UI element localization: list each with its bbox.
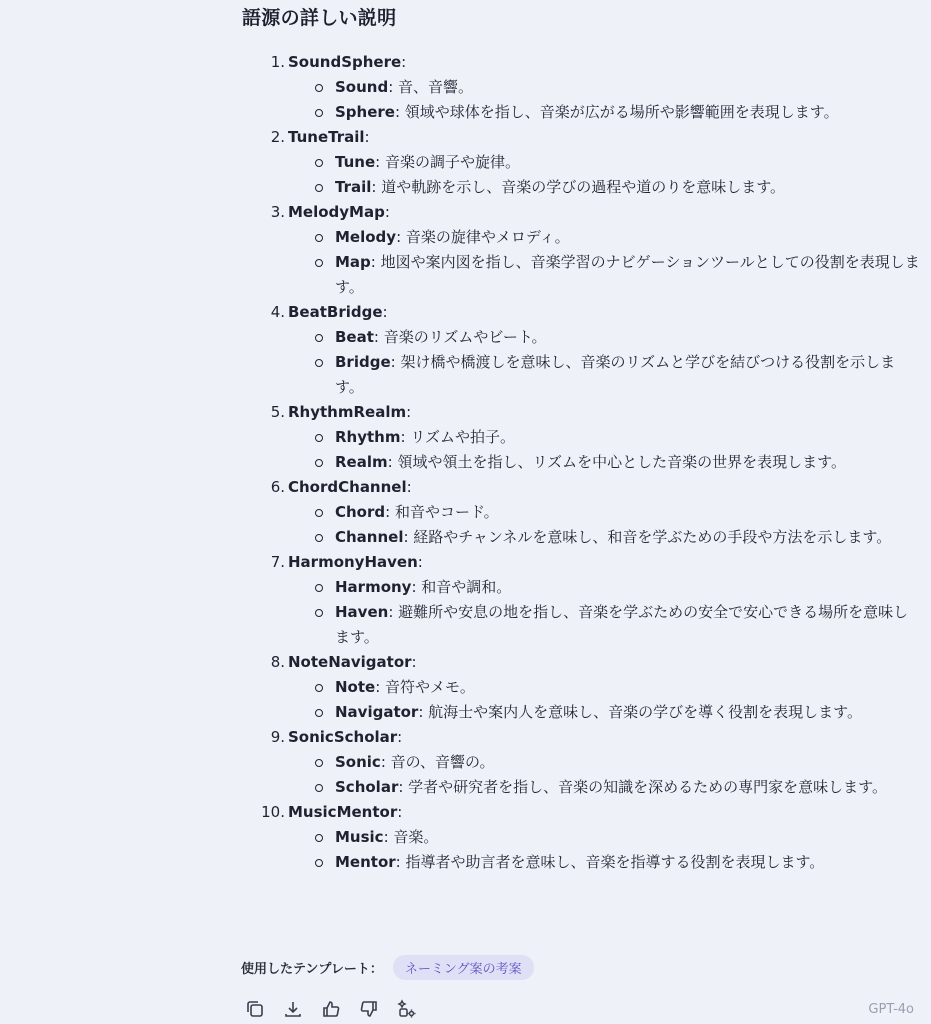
bullet-icon — [315, 534, 323, 542]
term-number: 9. — [270, 728, 285, 746]
bullet-icon — [315, 84, 323, 92]
sub-word: Chord — [335, 503, 386, 521]
sub-text: : 音楽の旋律やメロディ。 — [396, 228, 570, 246]
term-name: ChordChannel — [288, 478, 407, 496]
term-name: SonicScholar — [288, 728, 398, 746]
sub-list — [288, 575, 920, 650]
copy-button[interactable] — [244, 998, 266, 1020]
sub-list-item — [288, 225, 920, 250]
sub-list — [288, 675, 920, 725]
term-colon: : — [411, 653, 417, 671]
sub-text: : 音、音響。 — [388, 78, 474, 96]
term-heading — [270, 475, 920, 500]
download-button[interactable] — [282, 998, 304, 1020]
sub-word: Beat — [335, 328, 374, 346]
sub-list-item — [288, 450, 920, 475]
sub-text: : 避難所や安息の地を指し、音楽を学ぶための安全で安心できる場所を意味します。 — [335, 603, 909, 646]
sub-word: Note — [335, 678, 376, 696]
list-item — [240, 550, 920, 650]
term-heading — [270, 400, 920, 425]
sub-list-item — [288, 150, 920, 175]
list-item — [240, 200, 920, 300]
term-name: MelodyMap — [288, 203, 385, 221]
term-colon: : — [406, 403, 412, 421]
template-chip[interactable]: ネーミング案の考案 — [393, 955, 534, 980]
bullet-icon — [315, 684, 323, 692]
term-number: 8. — [270, 653, 285, 671]
bullet-icon — [315, 184, 323, 192]
bullet-icon — [315, 459, 323, 467]
term-colon: : — [382, 303, 388, 321]
sub-word: Realm — [335, 453, 388, 471]
term-name: NoteNavigator — [288, 653, 412, 671]
bullet-icon — [315, 759, 323, 767]
bullet-icon — [315, 784, 323, 792]
sub-word: Tune — [335, 153, 376, 171]
thumbs-up-button[interactable] — [320, 998, 342, 1020]
term-heading — [270, 50, 920, 75]
sub-text: : 音楽の調子や旋律。 — [375, 153, 520, 171]
sub-text: : 音楽のリズムやビート。 — [373, 328, 547, 346]
bullet-icon — [315, 834, 323, 842]
sub-list-item — [288, 525, 920, 550]
sub-list-item — [288, 350, 920, 400]
sub-word: Haven — [335, 603, 389, 621]
sub-list-item — [288, 850, 920, 875]
action-bar — [244, 998, 418, 1020]
sub-list-item — [288, 500, 920, 525]
sub-text: : 音の、音響の。 — [380, 753, 495, 771]
sub-word: Map — [335, 253, 371, 271]
term-number: 2. — [270, 128, 285, 146]
term-name: RhythmRealm — [288, 403, 407, 421]
sub-list — [288, 325, 920, 400]
sub-text: : 架け橋や橋渡しを意味し、音楽のリズムと学びを結びつける役割を示します。 — [335, 353, 896, 396]
term-number: 10. — [261, 803, 285, 821]
bullet-icon — [315, 584, 323, 592]
term-name: TuneTrail — [288, 128, 365, 146]
sub-text: : 指導者や助言者を意味し、音楽を指導する役割を表現します。 — [395, 853, 825, 871]
sub-word: Channel — [335, 528, 404, 546]
term-colon: : — [401, 53, 407, 71]
sub-list-item — [288, 250, 920, 300]
sub-text: : 道や軌跡を示し、音楽の学びの過程や道のりを意味します。 — [371, 178, 786, 196]
sub-list-item — [288, 675, 920, 700]
sub-text: : 音楽。 — [383, 828, 439, 846]
term-heading — [270, 650, 920, 675]
list-item — [240, 50, 920, 125]
section-title: 語源の詳しい説明 — [242, 7, 397, 29]
list-item — [240, 125, 920, 200]
term-number: 4. — [270, 303, 285, 321]
term-colon: : — [384, 203, 390, 221]
settings-button[interactable] — [396, 998, 418, 1020]
sub-word: Sonic — [335, 753, 381, 771]
bullet-icon — [315, 509, 323, 517]
sub-word: Trail — [335, 178, 372, 196]
bullet-icon — [315, 259, 323, 267]
bullet-icon — [315, 109, 323, 117]
sub-text: : 和音や調和。 — [411, 578, 512, 596]
sub-word: Bridge — [335, 353, 391, 371]
sub-list-item — [288, 825, 920, 850]
sub-word: Sound — [335, 78, 389, 96]
bullet-icon — [315, 609, 323, 617]
sub-word: Music — [335, 828, 384, 846]
template-row — [241, 955, 534, 980]
list-item — [240, 650, 920, 725]
thumbs-up-icon — [321, 999, 341, 1019]
list-item — [240, 400, 920, 475]
term-heading — [270, 200, 920, 225]
sub-list-item — [288, 325, 920, 350]
sub-word: Melody — [335, 228, 397, 246]
term-number: 3. — [270, 203, 285, 221]
term-colon: : — [364, 128, 370, 146]
model-label: GPT-4o — [868, 1002, 914, 1017]
bullet-icon — [315, 159, 323, 167]
sub-list-item — [288, 750, 920, 775]
copy-icon — [245, 999, 265, 1019]
term-name: MusicMentor — [288, 803, 398, 821]
bullet-icon — [315, 709, 323, 717]
sub-list-item — [288, 600, 920, 650]
sub-text: : 領域や球体を指し、音楽が広がる場所や影響範囲を表現します。 — [394, 103, 839, 121]
sub-list — [288, 225, 920, 300]
sub-word: Harmony — [335, 578, 412, 596]
sub-list-item — [288, 425, 920, 450]
sub-list — [288, 825, 920, 875]
bullet-icon — [315, 434, 323, 442]
bullet-icon — [315, 359, 323, 367]
sub-list — [288, 150, 920, 200]
sub-list-item — [288, 700, 920, 725]
term-colon: : — [397, 728, 403, 746]
list-item — [240, 800, 920, 875]
term-heading — [270, 125, 920, 150]
sub-word: Rhythm — [335, 428, 401, 446]
term-name: BeatBridge — [288, 303, 383, 321]
sub-list-item — [288, 575, 920, 600]
term-number: 5. — [270, 403, 285, 421]
sub-text: : 学者や研究者を指し、音楽の知識を深めるための専門家を意味します。 — [398, 778, 887, 796]
term-name: SoundSphere — [288, 53, 402, 71]
term-number: 1. — [270, 53, 285, 71]
template-label: 使用したテンプレート： — [241, 962, 383, 977]
list-item — [240, 475, 920, 550]
settings-sparkle-icon — [397, 999, 417, 1019]
bullet-icon — [315, 334, 323, 342]
sub-text: : 領域や領土を指し、リズムを中心とした音楽の世界を表現します。 — [387, 453, 846, 471]
sub-word: Mentor — [335, 853, 396, 871]
term-colon: : — [417, 553, 423, 571]
sub-list-item — [288, 100, 920, 125]
thumbs-down-icon — [359, 999, 379, 1019]
bullet-icon — [315, 859, 323, 867]
download-icon — [283, 999, 303, 1019]
sub-text: : 和音やコード。 — [385, 503, 499, 521]
sub-text: : 経路やチャンネルを意味し、和音を学ぶための手段や方法を示します。 — [403, 528, 892, 546]
term-heading — [270, 725, 920, 750]
sub-list — [288, 425, 920, 475]
term-heading — [270, 300, 920, 325]
sub-word: Scholar — [335, 778, 399, 796]
list-item — [240, 300, 920, 400]
term-colon: : — [397, 803, 403, 821]
sub-list — [288, 750, 920, 800]
sub-list-item — [288, 175, 920, 200]
sub-word: Sphere — [335, 103, 395, 121]
sub-list — [288, 500, 920, 550]
sub-list-item — [288, 75, 920, 100]
bullet-icon — [315, 234, 323, 242]
sub-word: Navigator — [335, 703, 419, 721]
term-name: HarmonyHaven — [288, 553, 418, 571]
term-number: 7. — [270, 553, 285, 571]
term-heading — [270, 550, 920, 575]
term-list — [240, 50, 920, 875]
thumbs-down-button[interactable] — [358, 998, 380, 1020]
term-number: 6. — [270, 478, 285, 496]
term-colon: : — [406, 478, 412, 496]
sub-list-item — [288, 775, 920, 800]
sub-text: : 音符やメモ。 — [375, 678, 475, 696]
sub-text: : 地図や案内図を指し、音楽学習のナビゲーションツールとしての役割を表現します。 — [335, 253, 920, 296]
term-heading — [261, 800, 920, 825]
sub-text: : リズムや拍子。 — [400, 428, 516, 446]
list-item — [240, 725, 920, 800]
sub-list — [288, 75, 920, 125]
sub-text: : 航海士や案内人を意味し、音楽の学びを導く役割を表現します。 — [418, 703, 862, 721]
